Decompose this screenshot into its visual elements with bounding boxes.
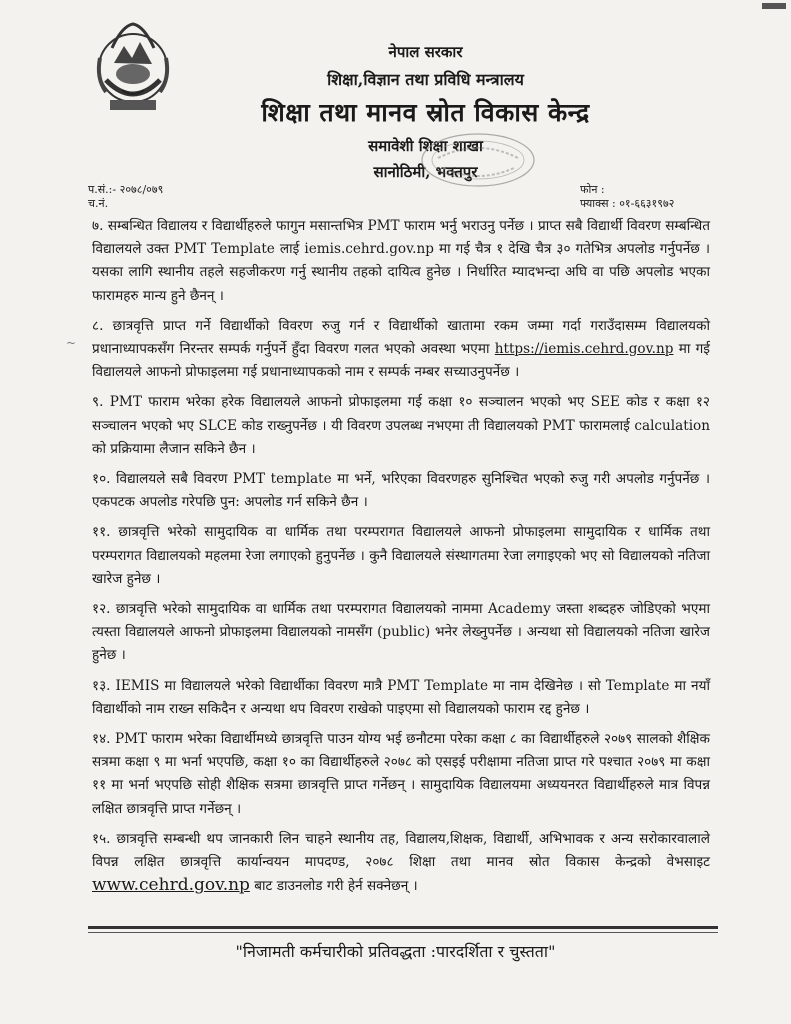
item-number: १४. — [92, 731, 111, 748]
footer-divider — [88, 926, 718, 929]
item-text: PMT फाराम भरेका विद्यार्थीमध्ये छात्रवृत्ति पाउन योग्य भई छनौटमा परेका कक्षा ८ का विद्यार्थीहरुले २०७९ सालको शैक्षिक सत्रमा कक्षा ९ मा भर्ना भएपछि, कक्षा १० का विद्यार्थीहरुले २०७८ को एसइई परीक्षामा नतिजा प्राप्त गरे पश्चात २०७९ मा कक्षा ११ मा भर्ना भएपछि सोही शैक्षिक सत्रमा छात्रवृत्ति प्राप्त गर्नेछन् । सामुदायिक विद्यालयमा अध्ययनरत विद्यार्थीहरुले मात्र विपन्न लक्षित छात्रवृत्ति प्राप्त गर्नेछन् । — [92, 731, 710, 817]
item-text-continued: बाट डाउनलोड गरी हेर्न सक्नेछन् । — [254, 878, 418, 895]
list-item — [92, 728, 710, 821]
center-name: शिक्षा तथा मानव स्रोत विकास केन्द्र — [261, 98, 590, 127]
contact-block — [580, 183, 674, 211]
dispatch-number: च.नं. — [88, 197, 109, 210]
iemis-link[interactable]: https://iemis.cehrd.gov.np — [494, 341, 674, 358]
list-item — [92, 521, 710, 591]
government-name: नेपाल सरकार — [388, 43, 463, 61]
item-number: १५. — [92, 830, 111, 847]
item-number: १०. — [92, 471, 111, 488]
phone-label: फोन : — [580, 183, 605, 196]
item-text: IEMIS मा विद्यालयले भरेको विद्यार्थीका विवरण मात्रै PMT Template मा नाम देखिनेछ । सो Template मा नयाँ विद्यार्थीको नाम राख्न सकिदैन र अन्यथा थप विवरण राखेको पाइएमा सो विद्यालयको फाराम रद्द हुनेछ । — [92, 677, 710, 717]
office-location: सानोठिमी, भक्तपुर — [373, 163, 478, 181]
item-number: ८. — [92, 317, 104, 334]
fax-number: फ्याक्स : ०१-६६३१९७२ — [580, 197, 675, 210]
item-number: ११. — [92, 524, 111, 541]
reference-block — [88, 183, 163, 211]
civil-service-motto: "निजामती कर्मचारीको प्रतिवद्धता :पारदर्शिता र चुस्तता" — [235, 942, 556, 961]
item-number: ७. — [92, 218, 104, 234]
item-number: १२. — [92, 601, 111, 618]
list-item — [92, 675, 710, 721]
list-item — [92, 828, 710, 899]
instruction-list — [92, 215, 710, 905]
list-item — [92, 391, 710, 461]
section-name: समावेशी शिक्षा शाखा — [368, 137, 483, 155]
list-item — [92, 598, 710, 668]
item-number: ९. — [92, 394, 104, 411]
item-text: छात्रवृत्ति प्राप्त गर्ने विद्यार्थीको विवरण रुजु गर्न र विद्यार्थीको खातामा रकम जम्मा गर्दा गराउँदासम्म विद्यालयको प्रधानाध्यापकसँग निरन्तर सम्पर्क गर्नुपर्ने हुँदा विवरण गलत भएको अवस्था भएमा — [92, 317, 710, 358]
scan-mark — [762, 3, 786, 9]
letter-number: प.सं.:- २०७८/०७९ — [88, 183, 164, 196]
list-item — [92, 468, 710, 514]
margin-mark: ~ — [66, 336, 77, 350]
cehrd-website-link[interactable]: www.cehrd.gov.np — [92, 875, 250, 896]
item-text-continued: मा गई विद्यालयले आफनो प्रोफाइलमा गई प्रधानाध्यापकको नाम र सम्पर्क नम्बर सच्याउनुपर्नेछ । — [92, 341, 710, 381]
item-text: छात्रवृत्ति भरेको सामुदायिक वा धार्मिक तथा परम्परागत विद्यालयले आफनो प्रोफाइलमा सामुदायिक र धार्मिक तथा परम्परागत विद्यालयको महलमा रेजा लगाएको हुनुपर्नेछ । कुनै विद्यालयले संस्थागतमा रेजा लगाइएको भए सो विद्यालयको नतिजा खारेज हुनेछ । — [92, 524, 710, 587]
item-text: छात्रवृत्ति भरेको सामुदायिक वा धार्मिक तथा परम्परागत विद्यालयको नाममा Academy जस्ता शब्दहरु जोडिएको भएमा त्यस्ता विद्यालयले आफनो प्रोफाइलमा विद्यालयको नामसँग (public) भनेर लेख्नुपर्नेछ । अन्यथा सो विद्यालयको नतिजा खारेज हुनेछ । — [92, 601, 710, 664]
item-text: PMT फाराम भरेका हरेक विद्यालयले आफनो प्रोफाइलमा गई कक्षा १० सञ्चालन भएको भए SEE कोड र कक्षा १२ सञ्चालन भएको भए SLCE कोड राख्नुपर्नेछ । यी विवरण उपलब्ध नभएमा ती विद्यालयको PMT फारामलाई calculation को प्रक्रियामा लैजान सकिने छैन । — [92, 394, 710, 457]
footer-divider-thin — [88, 932, 718, 933]
ministry-name: शिक्षा,विज्ञान तथा प्रविधि मन्त्रालय — [327, 70, 524, 89]
office-stamp-icon — [368, 128, 538, 190]
item-text: छात्रवृत्ति सम्बन्धी थप जानकारी लिन चाहने स्थानीय तह, विद्यालय,शिक्षक, विद्यार्थी, अभिभावक र अन्य सरोकारवालाले विपन्न लक्षित छात्रवृत्ति कार्यान्वयन मापदण्ड, २०७८ शिक्षा तथा मानव स्रोत विकास केन्द्रको वेभसाइट — [92, 830, 710, 871]
list-item — [92, 315, 710, 385]
item-text: सम्बन्धित विद्यालय र विद्यार्थीहरुले फागुन मसान्तभित्र PMT फाराम भर्नु भराउनु पर्नेछ । प्राप्त सबै विद्यार्थी विवरण सम्बन्धित विद्यालयले उक्त PMT Template लाई iemis.cehrd.gov.np मा गई चैत्र १ देखि चैत्र ३० गतेभित्र अपलोड गर्नुपर्नेछ । यसका लागि स्थानीय तहले सहजीकरण गर्नु स्थानीय तहको दायित्व हुनेछ । निर्धारित म्यादभन्दा अघि वा पछि अपलोड भएका फारामहरु मान्य हुने छैनन् । — [92, 218, 710, 304]
item-text: विद्यालयले सबै विवरण PMT template मा भर्ने, भरिएका विवरणहरु सुनिश्चित भएको रुजु गरी अपलोड गर्नुपर्नेछ । एकपटक अपलोड गरेपछि पुन: अपलोड गर्न सकिने छैन । — [92, 471, 710, 511]
item-number: १३. — [92, 677, 111, 694]
list-item — [92, 215, 710, 308]
